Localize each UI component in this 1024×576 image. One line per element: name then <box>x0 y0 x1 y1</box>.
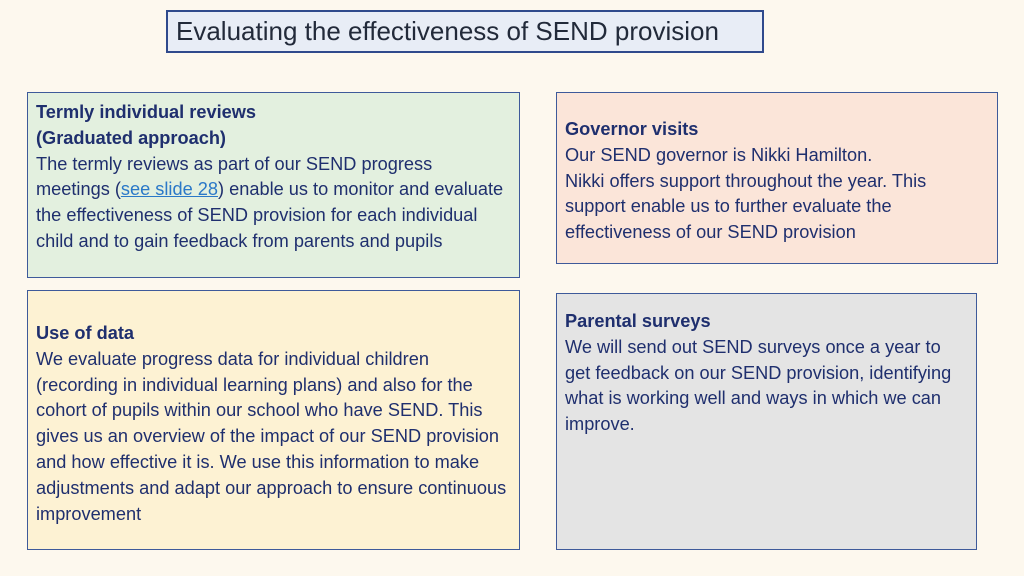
use-of-data-card <box>27 290 520 550</box>
slide-title: Evaluating the effectiveness of SEND provision <box>176 16 719 46</box>
parental-surveys-card <box>556 293 977 550</box>
termly-text-end: enable us to monitor and evaluate the effectiveness of SEND provision for each individual child and to gain feedback from parents and pupils <box>36 179 504 251</box>
graduated-approach-heading: (Graduated approach) <box>36 127 226 148</box>
termly-text-start: The termly reviews as part of our SEND progress meetings <box>36 153 433 200</box>
termly-reviews-card <box>27 92 520 278</box>
governor-line-2: Nikki offers support throughout the year. This support enable us to further evaluate the effectiveness of our SEND provision <box>565 170 927 243</box>
see-slide-link[interactable]: see slide 28 <box>120 179 218 200</box>
close-paren: ) <box>218 179 225 200</box>
use-of-data-text: We evaluate progress data for individual children (recording in individual learning plans) and also for the cohort of pupils within our school who have SEND. This gives us an overview of the impact of our SEND provision and how effective it is. We use this information to make adjustments and adapt our approach to ensure continuous improvement <box>36 348 507 524</box>
termly-reviews-heading: Termly individual reviews <box>36 102 257 122</box>
governor-visits-card <box>556 92 998 264</box>
use-of-data-heading: Use of data <box>36 323 135 343</box>
parental-surveys-heading: Parental surveys <box>565 311 711 331</box>
termly-reviews-text <box>36 152 511 255</box>
open-paren: ( <box>114 179 121 200</box>
parental-surveys-text: We will send out SEND surveys once a year to get feedback on our SEND provision, identifying what is working well and ways in which we can improve. <box>565 336 952 435</box>
slide-title-box <box>166 10 764 53</box>
governor-visits-heading: Governor visits <box>565 119 699 139</box>
governor-line-1: Our SEND governor is Nikki Hamilton. <box>565 144 873 165</box>
